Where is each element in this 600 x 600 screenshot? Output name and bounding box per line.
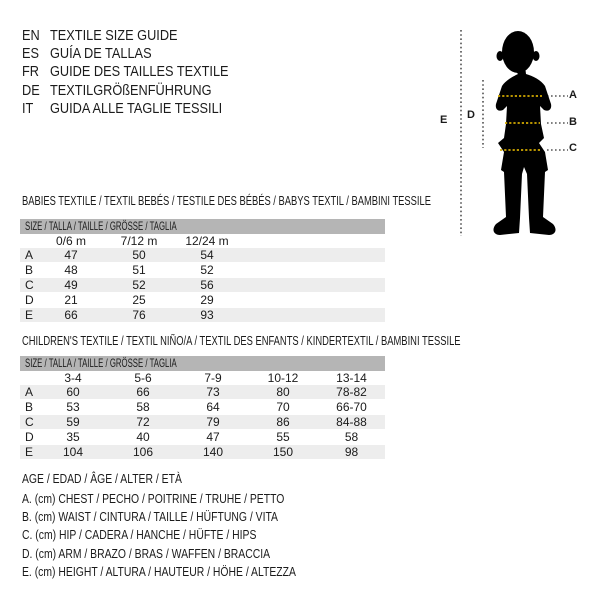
cell: 47 bbox=[206, 430, 220, 444]
column-header: 5-6 bbox=[134, 371, 152, 385]
column-header: 12/24 m bbox=[185, 234, 229, 248]
cell: 58 bbox=[136, 400, 150, 414]
age-legend-line: AGE / EDAD / ÂGE / ALTER / ETÀ bbox=[22, 471, 182, 486]
babies-size-table bbox=[20, 219, 385, 323]
child-silhouette-graphic bbox=[430, 20, 600, 245]
language-label: GUÍA DE TALLAS bbox=[50, 45, 152, 63]
cell: 35 bbox=[66, 430, 80, 444]
table-row bbox=[20, 415, 385, 429]
cell-filler bbox=[20, 234, 37, 248]
cell-filler bbox=[241, 308, 385, 322]
cell: 40 bbox=[136, 430, 150, 444]
cell: 47 bbox=[64, 248, 78, 262]
language-row-en bbox=[22, 27, 260, 45]
table-row bbox=[20, 400, 385, 414]
cell: 79 bbox=[206, 415, 220, 429]
cell: 58 bbox=[344, 430, 359, 444]
language-row-it bbox=[22, 100, 260, 118]
legend-item-waist: B. (cm) WAIST / CINTURA / TAILLE / HÜFTUNG / VITA bbox=[22, 509, 278, 525]
language-row-es bbox=[22, 45, 260, 63]
cell: 93 bbox=[200, 308, 214, 322]
cell: 25 bbox=[132, 293, 146, 307]
cell: 48 bbox=[64, 263, 78, 277]
cell: 66 bbox=[136, 385, 150, 399]
children-column-headers bbox=[20, 371, 385, 385]
legend-item-chest: A. (cm) CHEST / PECHO / POITRINE / TRUHE / PETTO bbox=[22, 491, 285, 506]
cell: 49 bbox=[64, 278, 78, 292]
measure-label-hip: C bbox=[569, 142, 577, 154]
children-size-table bbox=[20, 356, 385, 460]
cell-filler bbox=[241, 248, 385, 262]
cell: 59 bbox=[66, 415, 80, 429]
cell-filler bbox=[241, 234, 385, 248]
cell-filler bbox=[241, 263, 385, 277]
language-label: TEXTILE SIZE GUIDE bbox=[50, 27, 178, 44]
measure-label-waist: B bbox=[569, 116, 577, 128]
cell: 66-70 bbox=[336, 400, 367, 414]
cell-filler bbox=[241, 278, 385, 292]
language-row-fr bbox=[22, 63, 260, 81]
table-row bbox=[20, 248, 385, 262]
language-label: GUIDE DES TAILLES TEXTILE bbox=[50, 63, 229, 81]
row-label: B bbox=[25, 400, 34, 414]
cell: 66 bbox=[64, 308, 78, 322]
table-row bbox=[20, 278, 385, 292]
cell: 51 bbox=[132, 263, 146, 277]
language-list bbox=[22, 27, 260, 118]
child-ear-left bbox=[497, 51, 504, 61]
cell: 55 bbox=[276, 430, 290, 444]
row-label: E bbox=[25, 445, 34, 459]
babies-section-title: BABIES TEXTILE / TEXTIL BEBÉS / TESTILE DES BÉBÉS / BABYS TEXTIL / BAMBINI TESSILE bbox=[22, 194, 432, 208]
child-body-silhouette bbox=[493, 66, 555, 235]
legend-item-hip: C. (cm) HIP / CADERA / HANCHE / HÜFTE / HIPS bbox=[22, 527, 257, 543]
cell: 50 bbox=[132, 248, 146, 262]
cell: 29 bbox=[200, 293, 214, 307]
row-label: D bbox=[25, 430, 34, 444]
column-header: 7-9 bbox=[204, 371, 222, 385]
language-code: EN bbox=[22, 27, 40, 44]
table-row bbox=[20, 385, 385, 399]
row-label: C bbox=[25, 278, 34, 292]
cell: 106 bbox=[132, 445, 154, 459]
cell: 76 bbox=[132, 308, 146, 322]
legend-item-height: E. (cm) HEIGHT / ALTURA / HAUTEUR / HÖHE / ALTEZZA bbox=[22, 563, 296, 579]
size-header-bar: SIZE / TALLA / TAILLE / GRÖSSE / TAGLIA bbox=[20, 356, 385, 371]
row-label: C bbox=[25, 415, 34, 429]
child-ear-right bbox=[533, 51, 540, 61]
size-header-bar: SIZE / TALLA / TAILLE / GRÖSSE / TAGLIA bbox=[20, 219, 385, 234]
cell: 150 bbox=[272, 445, 294, 459]
column-header: 10-12 bbox=[267, 371, 299, 385]
language-code: ES bbox=[22, 45, 40, 63]
row-label: B bbox=[25, 263, 34, 277]
cell: 53 bbox=[66, 400, 80, 414]
row-label: E bbox=[25, 308, 34, 322]
cell: 72 bbox=[136, 415, 150, 429]
column-header: 0/6 m bbox=[55, 234, 86, 248]
cell-filler bbox=[20, 371, 38, 385]
cell-filler bbox=[241, 293, 385, 307]
children-section-title: CHILDREN'S TEXTILE / TEXTIL NIÑO/A / TEXTIL DES ENFANTS / KINDERTEXTIL / BAMBINI TESSILE bbox=[22, 334, 461, 348]
cell: 54 bbox=[200, 248, 214, 262]
row-label: D bbox=[25, 293, 34, 307]
language-code: IT bbox=[22, 99, 34, 117]
measure-label-chest: A bbox=[569, 89, 577, 101]
cell: 56 bbox=[200, 278, 214, 292]
legend-item-arm: D. (cm) ARM / BRAZO / BRAS / WAFFEN / BRACCIA bbox=[22, 545, 271, 561]
cell: 52 bbox=[200, 263, 214, 277]
row-label: A bbox=[25, 385, 34, 399]
cell: 70 bbox=[276, 400, 290, 414]
measure-label-height: E bbox=[440, 114, 448, 126]
measure-label-arm: D bbox=[467, 109, 475, 121]
language-label: GUIDA ALLE TAGLIE TESSILI bbox=[50, 99, 223, 117]
table-row bbox=[20, 293, 385, 307]
language-code: DE bbox=[22, 81, 40, 99]
table-row bbox=[20, 445, 385, 459]
babies-column-headers bbox=[20, 234, 385, 248]
column-header: 3-4 bbox=[64, 371, 82, 385]
cell: 80 bbox=[276, 385, 290, 399]
table-row bbox=[20, 430, 385, 444]
cell: 140 bbox=[202, 445, 224, 459]
column-header: 13-14 bbox=[336, 371, 367, 385]
cell: 52 bbox=[132, 278, 146, 292]
column-header: 7/12 m bbox=[120, 234, 158, 248]
language-row-de bbox=[22, 82, 260, 100]
cell: 73 bbox=[206, 385, 220, 399]
measurement-legend bbox=[22, 490, 364, 581]
row-label: A bbox=[25, 248, 34, 262]
table-row bbox=[20, 263, 385, 277]
cell: 86 bbox=[276, 415, 290, 429]
cell: 104 bbox=[62, 445, 84, 459]
cell: 98 bbox=[344, 445, 359, 459]
cell: 78-82 bbox=[336, 385, 367, 399]
cell: 64 bbox=[206, 400, 220, 414]
table-row bbox=[20, 308, 385, 322]
cell: 84-88 bbox=[336, 415, 367, 429]
cell: 21 bbox=[64, 293, 78, 307]
language-label: TEXTILGRÖßENFÜHRUNG bbox=[50, 81, 212, 99]
cell: 60 bbox=[66, 385, 80, 399]
language-code: FR bbox=[22, 63, 39, 81]
